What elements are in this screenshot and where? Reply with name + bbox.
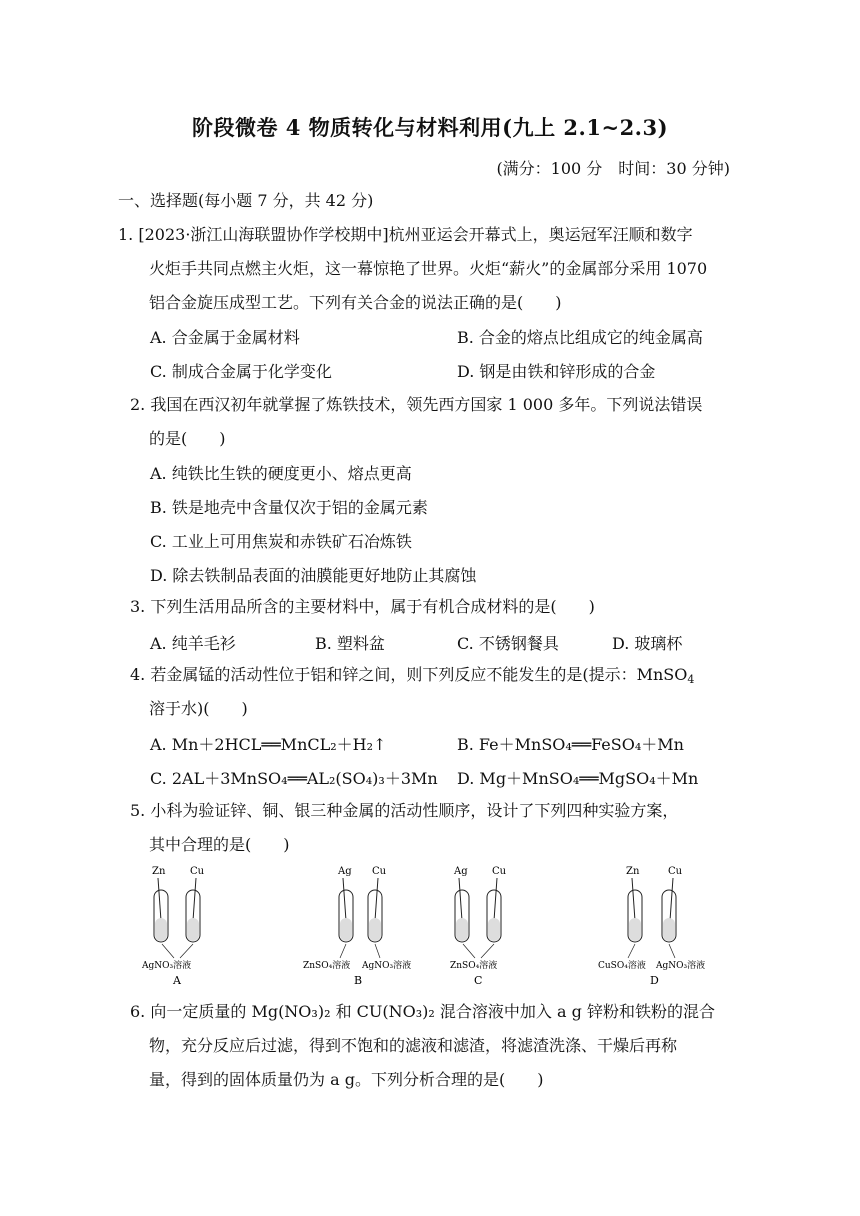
pointer-c1 — [463, 944, 475, 958]
q2-option-c[interactable]: C. 工业上可用焦炭和赤铁矿石冶炼铁 — [150, 532, 412, 551]
pointer-a2 — [180, 944, 193, 958]
q2-option-d[interactable]: D. 除去铁制品表面的油膜能更好地防止其腐蚀 — [150, 566, 477, 585]
metal-label-b2: Cu — [372, 866, 387, 877]
q2-line-2: 的是( ) — [149, 429, 226, 448]
question-5 — [130, 794, 730, 862]
solution-d2 — [663, 918, 675, 941]
question-6 — [130, 995, 730, 1097]
metal-label-a1: Zn — [152, 866, 166, 877]
q5-line-2: 其中合理的是( ) — [149, 835, 290, 854]
setup-label-c: C — [474, 974, 483, 987]
q1-line-2: 火炬手共同点燃主火炬，这一幕惊艳了世界。火炬“薪火”的金属部分采用 1070 — [149, 259, 708, 278]
q3-option-c[interactable]: C. 不锈钢餐具 — [457, 634, 559, 653]
setup-label-a: A — [173, 974, 181, 987]
solution-label-b2: AgNO₃溶液 — [362, 961, 412, 971]
q3-line-1: 3. 下列生活用品所含的主要材料中，属于有机合成材料的是( ) — [130, 597, 595, 616]
solution-a2 — [187, 918, 199, 941]
solution-label-c: ZnSO₄溶液 — [450, 961, 498, 971]
solution-label-b1: ZnSO₄溶液 — [303, 961, 351, 971]
setup-label-d: D — [650, 974, 659, 987]
solution-label-d1: CuSO₄溶液 — [598, 961, 646, 971]
q2-option-b[interactable]: B. 铁是地壳中含量仅次于铝的金属元素 — [150, 498, 428, 517]
setup-d — [598, 866, 705, 987]
metal-label-d1: Zn — [626, 866, 640, 877]
q2-line-1: 2. 我国在西汉初年就掌握了炼铁技术，领先西方国家 1 000 多年。下列说法错误 — [130, 395, 703, 414]
setup-label-b: B — [354, 974, 363, 987]
q4-line-1 — [130, 658, 730, 692]
q1-line-3: 铝合金旋压成型工艺。下列有关合金的说法正确的是( ) — [149, 293, 562, 312]
q4-line-1-text: 4. 若金属锰的活动性位于铝和锌之间，则下列反应不能发生的是(提示：MnSO — [130, 665, 688, 684]
pointer-d2 — [669, 944, 675, 958]
question-2 — [130, 388, 730, 456]
q4-option-a[interactable]: A. Mn＋2HCL══MnCL₂＋H₂↑ — [150, 735, 387, 754]
experiment-figure — [140, 860, 730, 990]
solution-c2 — [488, 918, 500, 941]
question-1 — [118, 218, 730, 320]
score-time-info: (满分：100 分 时间：30 分钟) — [496, 159, 730, 178]
pointer-b1 — [340, 944, 346, 958]
q1-option-a[interactable]: A. 合金属于金属材料 — [150, 328, 300, 347]
q6-line-1: 6. 向一定质量的 Mg(NO₃)₂ 和 CU(NO₃)₂ 混合溶液中加入 a g 锌粉和铁粉的混合 — [130, 1002, 715, 1021]
pointer-c2 — [481, 944, 494, 958]
question-3 — [130, 590, 730, 624]
q6-line-2: 物，充分反应后过滤，得到不饱和的滤液和滤渣，将滤渣洗涤、干燥后再称 — [149, 1036, 678, 1055]
metal-label-d2: Cu — [668, 866, 683, 877]
metal-label-b1: Ag — [338, 866, 352, 877]
setup-b — [303, 866, 411, 987]
q1-option-d[interactable]: D. 钢是由铁和锌形成的合金 — [457, 362, 656, 381]
solution-label-a: AgNO₃溶液 — [142, 961, 192, 971]
q4-option-c[interactable]: C. 2AL＋3MnSO₄══AL₂(SO₄)₃＋3Mn — [150, 769, 438, 788]
pointer-d1 — [628, 944, 635, 958]
page-title: 阶段微卷 4 物质转化与材料利用(九上 2.1~2.3) — [191, 115, 669, 140]
q5-line-1: 5. 小科为验证锌、铜、银三种金属的活动性顺序，设计了下列四种实验方案， — [130, 801, 679, 820]
q1-option-b[interactable]: B. 合金的熔点比组成它的纯金属高 — [457, 328, 703, 347]
q2-option-a[interactable]: A. 纯铁比生铁的硬度更小、熔点更高 — [150, 464, 412, 483]
q1-option-c[interactable]: C. 制成合金属于化学变化 — [150, 362, 332, 381]
metal-label-a2: Cu — [190, 866, 205, 877]
q4-option-d[interactable]: D. Mg＋MnSO₄══MgSO₄＋Mn — [457, 769, 699, 788]
q3-option-a[interactable]: A. 纯羊毛衫 — [150, 634, 236, 653]
solution-b2 — [369, 918, 381, 941]
question-4 — [130, 658, 730, 726]
q6-line-3: 量，得到的固体质量仍为 a g。下列分析合理的是( ) — [149, 1070, 544, 1089]
pointer-b2 — [375, 944, 380, 958]
solution-b1 — [340, 918, 352, 941]
q3-option-b[interactable]: B. 塑料盆 — [315, 634, 385, 653]
q4-line-2: 溶于水)( ) — [149, 699, 248, 718]
q4-line-1-sub: 4 — [687, 673, 695, 686]
q1-line-1: 1. [2023·浙江山海联盟协作学校期中]杭州亚运会开幕式上，奥运冠军汪顺和数字 — [118, 225, 693, 244]
solution-label-d2: AgNO₃溶液 — [656, 961, 706, 971]
pointer-a1 — [162, 944, 174, 958]
q4-option-b[interactable]: B. Fe＋MnSO₄══FeSO₄＋Mn — [457, 735, 684, 754]
setup-a — [141, 866, 205, 987]
solution-a1 — [155, 918, 167, 941]
solution-d1 — [629, 918, 641, 941]
q3-option-d[interactable]: D. 玻璃杯 — [612, 634, 683, 653]
metal-label-c2: Cu — [492, 866, 507, 877]
metal-label-c1: Ag — [454, 866, 468, 877]
solution-c1 — [456, 918, 468, 941]
section-heading: 一、选择题(每小题 7 分，共 42 分) — [118, 191, 374, 210]
setup-c — [450, 866, 507, 987]
